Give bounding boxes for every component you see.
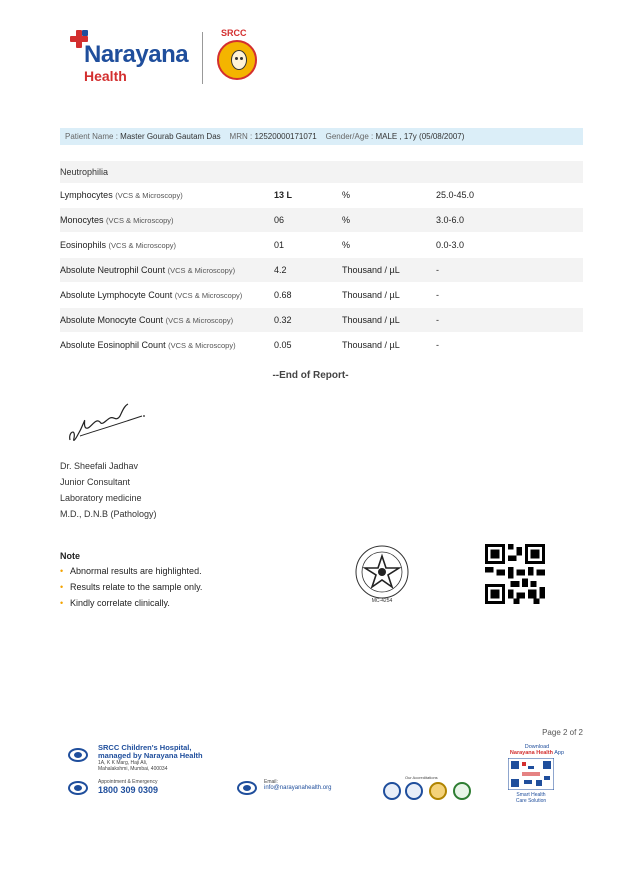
test-method: (VCS & Microscopy) (167, 266, 236, 275)
test-range: 25.0-45.0 (436, 190, 475, 200)
test-method: (VCS & Microscopy) (106, 216, 174, 225)
test-value: 0.05 (274, 340, 292, 350)
download-app-text (498, 744, 576, 756)
doctor-qualification: M.D., D.N.B (Pathology) (60, 509, 157, 519)
srcc-logo-text: SRCC (221, 28, 247, 38)
footer-address-line1: 1A, K K Marg, Haji Ali, (98, 760, 148, 766)
smart-line2: Care Solution (515, 798, 547, 804)
test-value: 01 (274, 240, 285, 250)
test-unit: Thousand / µL (342, 340, 400, 350)
test-range: - (436, 315, 439, 325)
narayana-health-logo (70, 28, 200, 88)
table-row (60, 183, 583, 208)
footer-hospital-line2: managed by Narayana Health (98, 751, 203, 760)
table-row (60, 208, 583, 233)
nabl-seal-icon (347, 544, 417, 606)
test-unit: % (342, 240, 351, 250)
results-table (60, 161, 583, 358)
note-block (60, 551, 202, 611)
footer-phone-label: Appointment & Emergency (98, 779, 158, 785)
footer-email-label: Email: (264, 779, 278, 785)
accreditation-badge-icon (405, 782, 423, 800)
test-name: Lymphocytes (60, 190, 113, 200)
footer-email[interactable]: info@narayanahealth.org (264, 785, 332, 791)
brand-sub: Health (84, 68, 127, 84)
footer-hospital (98, 744, 203, 760)
logo-divider (202, 32, 203, 84)
table-row (60, 333, 583, 358)
footer (60, 740, 583, 810)
signature-image (62, 392, 152, 452)
test-unit: Thousand / µL (342, 290, 400, 300)
test-value: 0.32 (274, 315, 292, 325)
patient-info-bar (60, 128, 583, 145)
test-value: 4.2 (274, 265, 287, 275)
gender-age-label: Gender/Age : (325, 132, 374, 141)
test-value: 13 L (274, 190, 293, 200)
app-qr-code-icon[interactable] (508, 758, 554, 790)
doctor-title: Junior Consultant (60, 477, 131, 487)
hospital-location-icon (68, 748, 88, 762)
test-name: Absolute Eosinophil Count (60, 340, 166, 350)
section-heading: Neutrophilia (60, 161, 583, 183)
test-name: Absolute Monocyte Count (60, 315, 164, 325)
brand-name: Narayana (84, 41, 189, 68)
test-range: 3.0-6.0 (436, 215, 465, 225)
accreditation-badge-icon (429, 782, 447, 800)
smart-line1: Smart Health (516, 792, 546, 798)
test-method: (VCS & Microscopy) (168, 341, 236, 350)
footer-address-line2: Mahalakshmi, Mumbai, 400034 (98, 766, 168, 772)
footer-address (98, 760, 167, 772)
test-name: Eosinophils (60, 240, 107, 250)
srcc-logo (213, 28, 263, 84)
note-item: • Results relate to the sample only. (60, 579, 202, 595)
table-row (60, 258, 583, 283)
footer-phone[interactable]: 1800 309 0309 (98, 785, 159, 795)
qr-code-icon (485, 544, 545, 604)
srcc-mascot-icon (217, 40, 257, 80)
test-name: Absolute Lymphocyte Count (60, 290, 173, 300)
test-range: 0.0-3.0 (436, 240, 465, 250)
doctor-department: Laboratory medicine (60, 493, 142, 503)
download-brand: Narayana Health (509, 750, 554, 756)
note-title: Note (60, 551, 80, 561)
test-range: - (436, 340, 439, 350)
download-line1: Download (524, 744, 550, 750)
accreditations-label: Our Accreditations (405, 775, 438, 780)
mrn-label: MRN : (229, 132, 253, 141)
doctor-block (60, 458, 157, 522)
mrn-value: 12520000171071 (254, 132, 317, 141)
page-number: Page 2 of 2 (542, 728, 583, 737)
table-row (60, 308, 583, 333)
seal-code: MC-4254 (371, 598, 393, 604)
doctor-name: Dr. Sheefali Jadhav (60, 461, 139, 471)
test-method: (VCS & Microscopy) (115, 191, 183, 200)
test-range: - (436, 265, 439, 275)
test-unit: % (342, 190, 351, 200)
test-value: 06 (274, 215, 285, 225)
patient-name: Master Gourab Gautam Das (120, 132, 221, 141)
table-row (60, 233, 583, 258)
table-row (60, 283, 583, 308)
test-method: (VCS & Microscopy) (165, 316, 234, 325)
test-unit: Thousand / µL (342, 315, 400, 325)
patient-name-label: Patient Name : (65, 132, 118, 141)
end-of-report: --End of Report- (272, 370, 349, 381)
test-name: Monocytes (60, 215, 104, 225)
note-item: • Abnormal results are highlighted. (60, 563, 202, 579)
download-app: App (554, 750, 565, 756)
test-range: - (436, 290, 439, 300)
phone-icon (68, 781, 88, 795)
test-unit: % (342, 215, 351, 225)
test-value: 0.68 (274, 290, 292, 300)
accreditation-badge-icon (383, 782, 401, 800)
footer-hospital-line1: SRCC Children's Hospital, (98, 743, 192, 752)
note-item: • Kindly correlate clinically. (60, 595, 202, 611)
gender-age-value: MALE , 17y (05/08/2007) (375, 132, 465, 141)
test-name: Absolute Neutrophil Count (60, 265, 166, 275)
test-unit: Thousand / µL (342, 265, 400, 275)
email-icon (237, 781, 257, 795)
test-method: (VCS & Microscopy) (174, 291, 243, 300)
test-method: (VCS & Microscopy) (108, 241, 177, 250)
accreditation-badge-icon (453, 782, 471, 800)
smart-health-text (498, 792, 564, 804)
